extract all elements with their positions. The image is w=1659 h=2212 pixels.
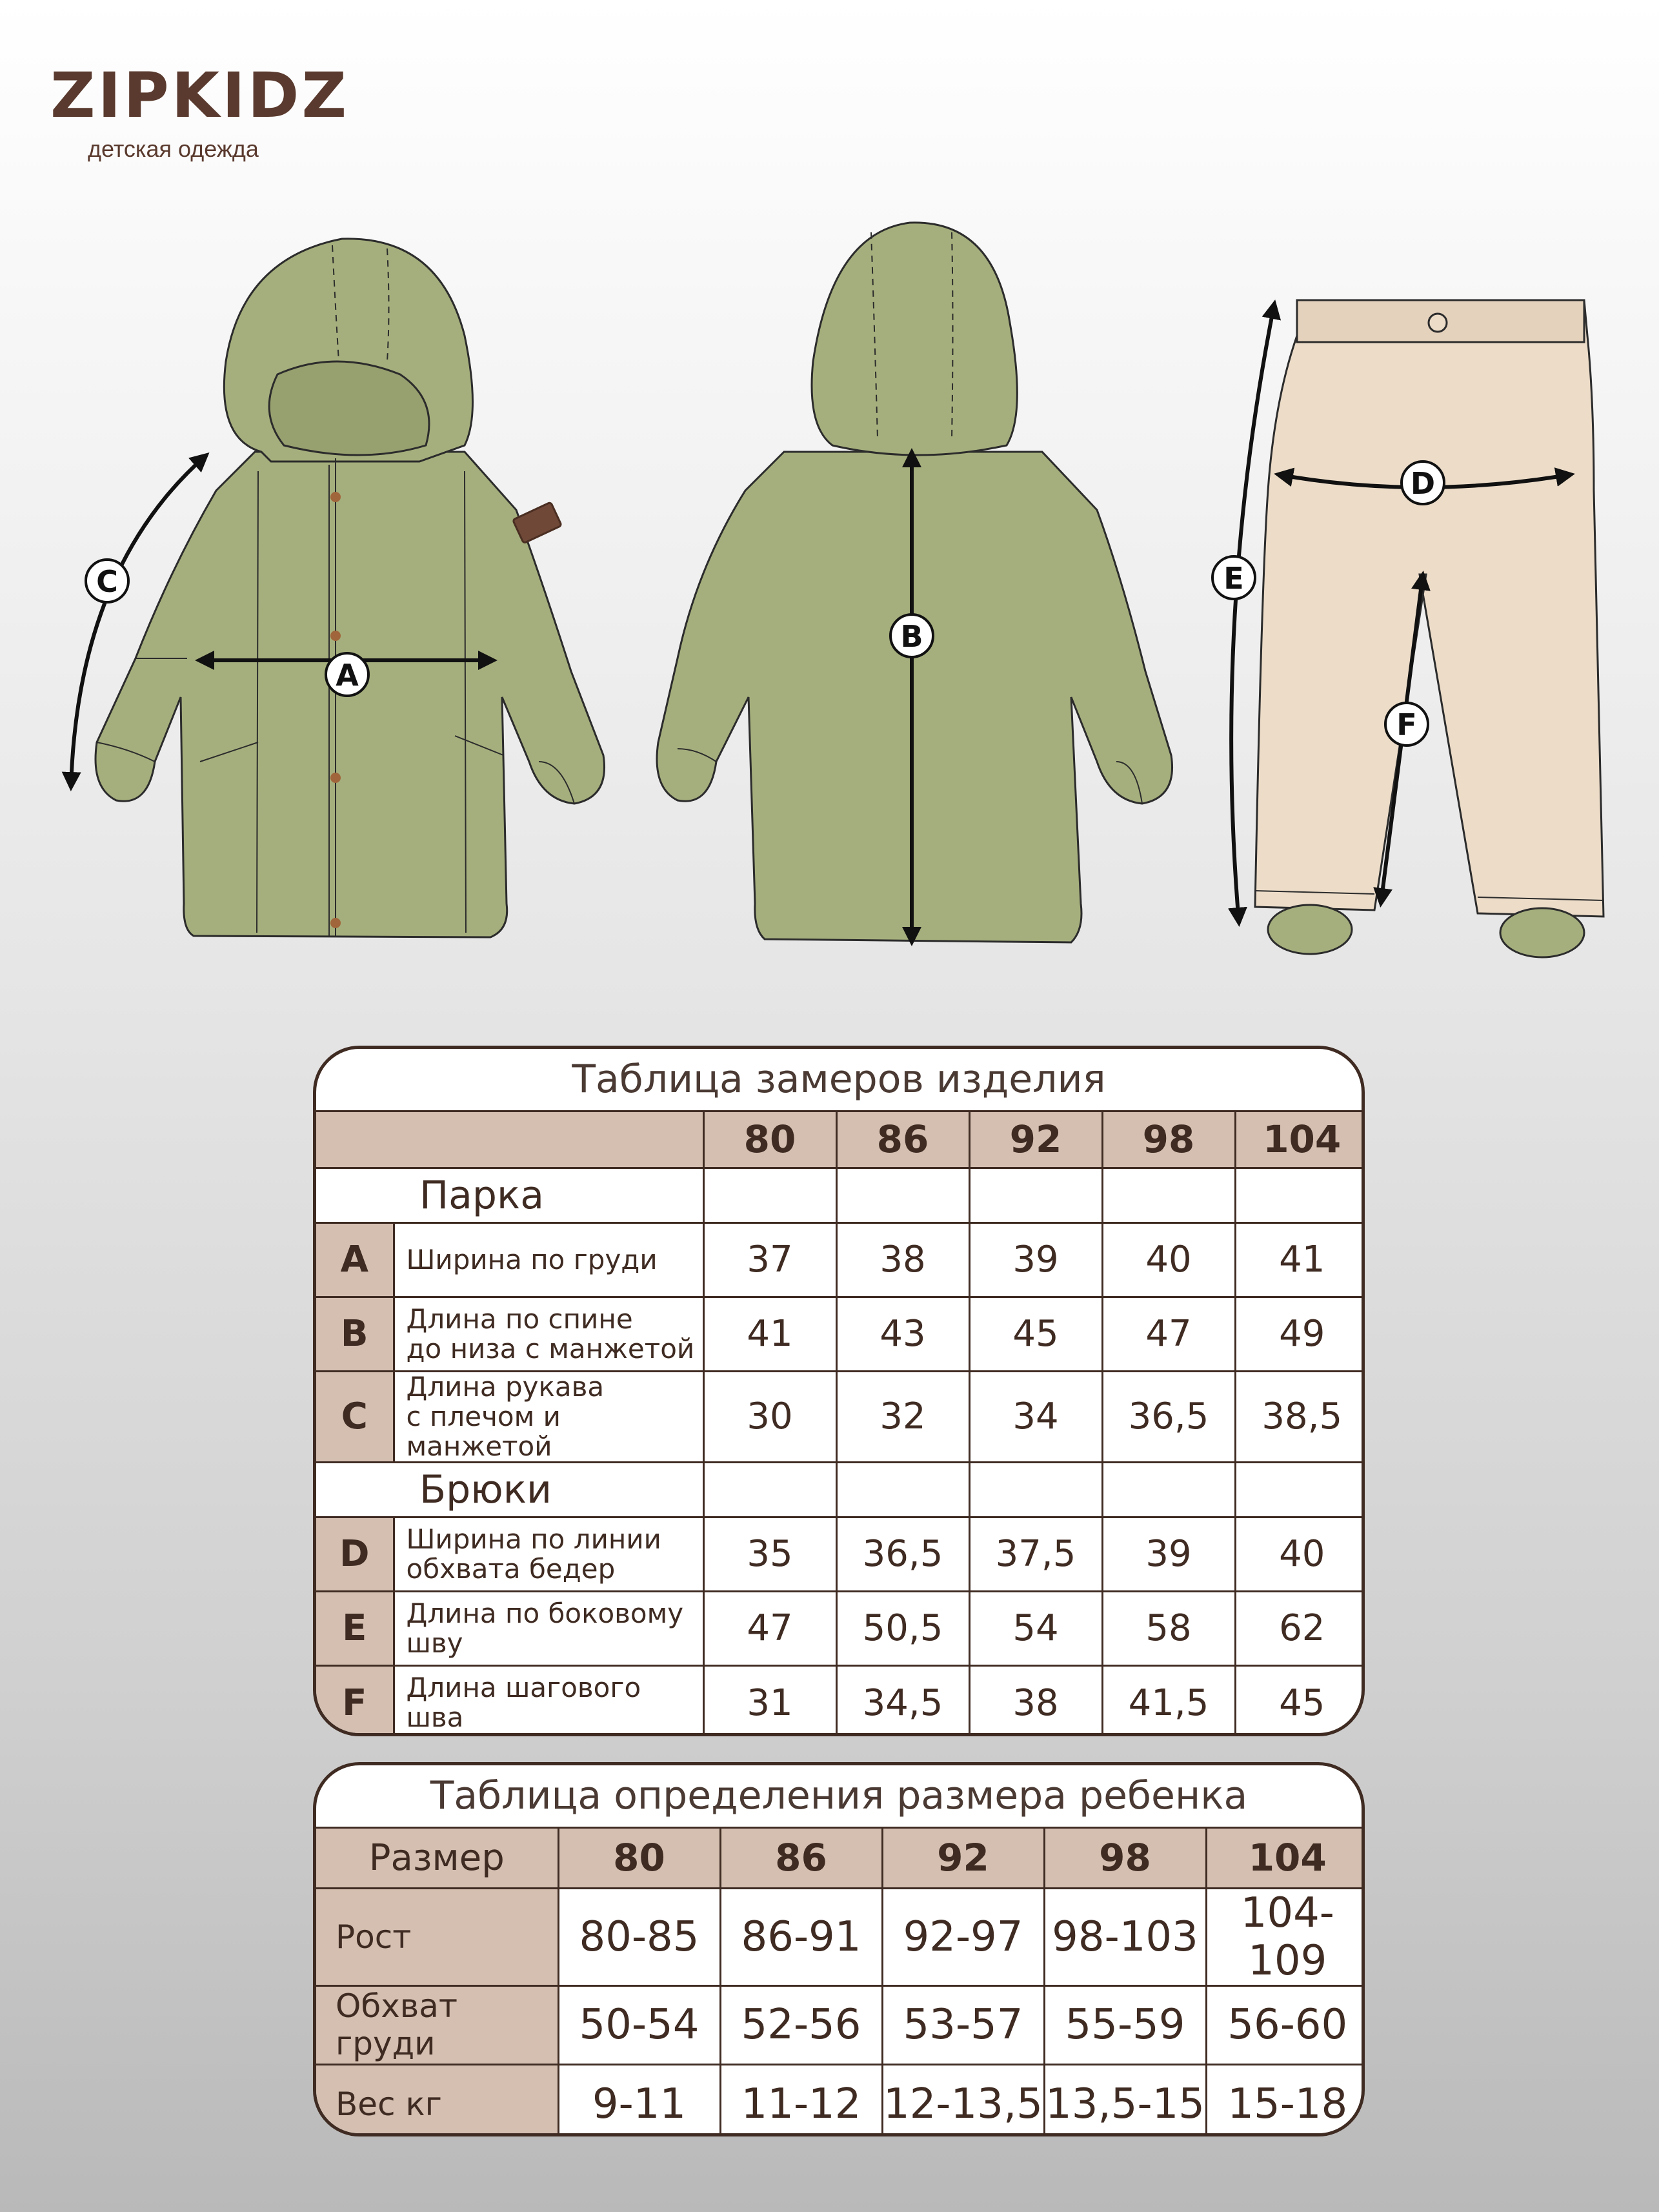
size-header-label: Размер xyxy=(316,1829,558,1888)
measurement-table-title: Таблица замеров изделия xyxy=(316,1049,1362,1112)
value-cell: 15-18 xyxy=(1206,2064,1365,2136)
value-cell: 11-12 xyxy=(720,2064,882,2136)
marker-f-label: F xyxy=(1396,707,1417,742)
value-cell: 35 xyxy=(703,1517,836,1591)
size-cell: 80 xyxy=(703,1112,836,1168)
value-cell: 40 xyxy=(1235,1517,1365,1591)
value-cell: 36,5 xyxy=(836,1517,969,1591)
row-label: Длина по спине до низа с манжетой xyxy=(394,1297,703,1371)
row-letter: F xyxy=(316,1665,394,1736)
value-cell: 38 xyxy=(836,1223,969,1297)
value-cell: 36,5 xyxy=(1102,1371,1235,1462)
value-cell: 40 xyxy=(1102,1223,1235,1297)
row-label: Рост xyxy=(316,1888,558,1985)
marker-b xyxy=(890,614,933,657)
row-letter: C xyxy=(316,1371,394,1462)
table-row xyxy=(316,1985,1365,2064)
size-table-title: Таблица определения размера ребенка xyxy=(316,1765,1362,1829)
value-cell: 37,5 xyxy=(969,1517,1102,1591)
section-title-parka: Парка xyxy=(316,1168,703,1223)
row-letter: B xyxy=(316,1297,394,1371)
measurement-table xyxy=(313,1046,1365,1736)
value-cell: 47 xyxy=(1102,1297,1235,1371)
size-grid xyxy=(316,1829,1365,2136)
value-cell: 92-97 xyxy=(882,1888,1044,1985)
header-blank xyxy=(316,1112,703,1168)
value-cell: 45 xyxy=(1235,1665,1365,1736)
section-row-parka xyxy=(316,1168,1365,1223)
value-cell: 31 xyxy=(703,1665,836,1736)
garment-illustrations xyxy=(0,194,1659,968)
size-cell: 104 xyxy=(1235,1112,1365,1168)
brand-name: ZIPKIDZ xyxy=(50,59,350,132)
size-cell: 80 xyxy=(558,1829,720,1888)
value-cell: 53-57 xyxy=(882,1985,1044,2064)
value-cell: 32 xyxy=(836,1371,969,1462)
section-title-pants: Брюки xyxy=(316,1462,703,1517)
value-cell: 41,5 xyxy=(1102,1665,1235,1736)
table-row xyxy=(316,1297,1365,1371)
value-cell: 58 xyxy=(1102,1591,1235,1665)
row-letter: E xyxy=(316,1591,394,1665)
parka-front xyxy=(96,239,605,937)
value-cell: 39 xyxy=(1102,1517,1235,1591)
value-cell: 34,5 xyxy=(836,1665,969,1736)
value-cell: 50-54 xyxy=(558,1985,720,2064)
row-label: Ширина по линии обхвата бедер xyxy=(394,1517,703,1591)
value-cell: 86-91 xyxy=(720,1888,882,1985)
row-label: Длина по боковому шву xyxy=(394,1591,703,1665)
marker-a xyxy=(326,653,368,696)
size-header-row xyxy=(316,1829,1365,1888)
marker-e-label: E xyxy=(1223,561,1244,596)
value-cell: 52-56 xyxy=(720,1985,882,2064)
marker-b-label: B xyxy=(900,619,923,654)
size-table xyxy=(313,1762,1365,2136)
brand-tagline: детская одежда xyxy=(88,136,259,162)
value-cell: 98-103 xyxy=(1044,1888,1206,1985)
measurement-grid xyxy=(316,1112,1365,1736)
size-cell: 86 xyxy=(836,1112,969,1168)
pants xyxy=(1255,300,1604,957)
value-cell: 56-60 xyxy=(1206,1985,1365,2064)
value-cell: 34 xyxy=(969,1371,1102,1462)
table-row xyxy=(316,1517,1365,1591)
value-cell: 43 xyxy=(836,1297,969,1371)
section-row-pants xyxy=(316,1462,1365,1517)
value-cell: 50,5 xyxy=(836,1591,969,1665)
marker-d-label: D xyxy=(1410,466,1436,501)
row-letter: A xyxy=(316,1223,394,1297)
size-cell: 98 xyxy=(1044,1829,1206,1888)
size-cell: 92 xyxy=(969,1112,1102,1168)
row-letter: D xyxy=(316,1517,394,1591)
marker-d xyxy=(1402,462,1444,504)
marker-c xyxy=(86,560,128,602)
value-cell: 37 xyxy=(703,1223,836,1297)
value-cell: 39 xyxy=(969,1223,1102,1297)
parka-back xyxy=(657,223,1172,942)
size-cell: 92 xyxy=(882,1829,1044,1888)
table-row xyxy=(316,1665,1365,1736)
marker-a-label: A xyxy=(336,658,359,693)
row-label: Вес кг xyxy=(316,2064,558,2136)
table-row xyxy=(316,1888,1365,1985)
value-cell: 80-85 xyxy=(558,1888,720,1985)
table-row xyxy=(316,1591,1365,1665)
row-label: Ширина по груди xyxy=(394,1223,703,1297)
size-header-row xyxy=(316,1112,1365,1168)
value-cell: 38,5 xyxy=(1235,1371,1365,1462)
value-cell: 45 xyxy=(969,1297,1102,1371)
size-cell: 104 xyxy=(1206,1829,1365,1888)
brand-logo xyxy=(50,59,350,163)
value-cell: 49 xyxy=(1235,1297,1365,1371)
value-cell: 38 xyxy=(969,1665,1102,1736)
size-cell: 86 xyxy=(720,1829,882,1888)
value-cell: 55-59 xyxy=(1044,1985,1206,2064)
table-row xyxy=(316,1223,1365,1297)
value-cell: 54 xyxy=(969,1591,1102,1665)
row-label: Длина рукава с плечом и манжетой xyxy=(394,1371,703,1462)
table-row xyxy=(316,2064,1365,2136)
value-cell: 47 xyxy=(703,1591,836,1665)
size-cell: 98 xyxy=(1102,1112,1235,1168)
marker-f xyxy=(1385,703,1428,746)
table-row xyxy=(316,1371,1365,1462)
value-cell: 12-13,5 xyxy=(882,2064,1044,2136)
value-cell: 104-109 xyxy=(1206,1888,1365,1985)
value-cell: 41 xyxy=(1235,1223,1365,1297)
value-cell: 41 xyxy=(703,1297,836,1371)
row-label: Длина шагового шва xyxy=(394,1665,703,1736)
marker-c-label: C xyxy=(96,564,118,599)
marker-e xyxy=(1212,556,1255,599)
value-cell: 30 xyxy=(703,1371,836,1462)
value-cell: 62 xyxy=(1235,1591,1365,1665)
row-label: Обхват груди xyxy=(316,1985,558,2064)
value-cell: 13,5-15 xyxy=(1044,2064,1206,2136)
value-cell: 9-11 xyxy=(558,2064,720,2136)
